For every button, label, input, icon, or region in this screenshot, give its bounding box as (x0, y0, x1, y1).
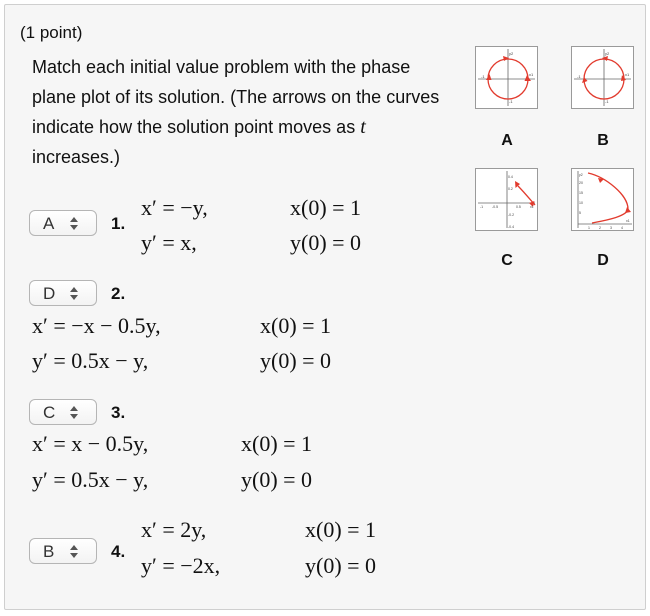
answer-select-4[interactable] (29, 538, 97, 564)
plot-b-arrow (602, 56, 608, 61)
plot-a-tick: -1 (481, 74, 485, 79)
plot-b (571, 46, 634, 109)
problem-4-ic1: x(0) = 1 (305, 517, 377, 542)
problem-3-ic1: x(0) = 1 (241, 431, 313, 456)
plot-c-label: C (501, 252, 513, 269)
answer-select-3[interactable] (29, 399, 97, 425)
problem-4-number: 4. (111, 542, 126, 561)
problem-2-ic2: y(0) = 0 (260, 348, 332, 373)
problem-4-eq1: x′ = 2y, (141, 517, 207, 542)
plot-a-tick: x1 (529, 72, 534, 77)
problem-4-ic2: y(0) = 0 (305, 553, 377, 578)
plot-c-tick: -0.4 (508, 225, 515, 229)
select-updown-icon (69, 404, 79, 426)
problem-2-eq2: y′ = 0.5x − y, (32, 348, 149, 373)
plot-d-tick: 5 (579, 211, 581, 215)
plot-c-tick: -0.2 (508, 213, 515, 217)
problem-1-eq2: y′ = x, (141, 230, 197, 255)
select-updown-icon (69, 543, 79, 565)
problem-2-ic1: x(0) = 1 (260, 313, 332, 338)
plot-d-label: D (597, 252, 609, 269)
plot-a-label: A (501, 132, 513, 149)
plot-d-tick: 20 (579, 181, 583, 185)
plot-d-tick: 10 (579, 201, 583, 205)
plot-c-tick: 0.5 (516, 205, 521, 209)
problem-3-eq2: y′ = 0.5x − y, (32, 467, 149, 492)
plot-d-tick: 15 (579, 191, 583, 195)
select-updown-icon (69, 285, 79, 307)
plot-c (475, 168, 538, 231)
answer-select-2-value: D (43, 284, 56, 303)
plot-d-tick: 2 (599, 226, 601, 230)
plot-d (571, 168, 634, 231)
problem-2-number: 2. (111, 284, 126, 303)
plot-c-tick: 0.4 (508, 175, 513, 179)
plot-a-tick: -1 (509, 99, 513, 104)
problem-1-ic2: y(0) = 0 (290, 230, 362, 255)
problem-2-eq1: x′ = −x − 0.5y, (32, 313, 161, 338)
plot-b-label: B (597, 132, 609, 149)
plot-d-tick: 3 (610, 226, 612, 230)
problem-3-ic2: y(0) = 0 (241, 467, 313, 492)
answer-select-3-value: C (43, 403, 56, 422)
problem-3-eq1: x′ = x − 0.5y, (32, 431, 149, 456)
answer-select-2[interactable] (29, 280, 97, 306)
plot-d-tick: x1 (626, 219, 630, 223)
problem-4-eq2: y′ = −2x, (141, 553, 221, 578)
plot-c-tick: -1 (480, 205, 484, 209)
answer-select-1[interactable] (29, 210, 97, 236)
plot-d-tick: y2 (579, 173, 583, 177)
question-text-part2: increases.) (32, 147, 121, 167)
plot-a (475, 46, 538, 109)
plot-d-curve (588, 173, 628, 223)
plot-d-tick: 1 (588, 226, 590, 230)
plot-c-tick: x1 (530, 205, 534, 209)
plot-d-tick: 4 (621, 226, 623, 230)
problem-1-eq1: x′ = −y, (141, 195, 208, 220)
plot-b-tick: -1 (577, 74, 581, 79)
problem-1-ic1: x(0) = 1 (290, 195, 362, 220)
problem-1-number: 1. (111, 214, 126, 233)
points-label: (1 point) (20, 23, 83, 42)
question-panel (4, 4, 646, 610)
plot-a-tick: y2 (509, 51, 514, 56)
plot-b-tick: x1 (625, 72, 630, 77)
plot-b-tick: -1 (605, 99, 609, 104)
select-updown-icon (69, 215, 79, 237)
problem-3-number: 3. (111, 403, 126, 422)
answer-select-1-value: A (43, 214, 55, 233)
time-variable: t (360, 116, 366, 138)
plot-c-tick: 0.2 (508, 187, 513, 191)
question-text (32, 52, 452, 172)
question-text-part1: Match each initial value problem with the phase plane plot of its solution. (The arrows on the curves indicate how the solution point moves as (32, 57, 440, 137)
plot-c-tick: -0.5 (492, 205, 499, 209)
answer-select-4-value: B (43, 542, 55, 561)
plot-b-tick: y2 (605, 51, 610, 56)
